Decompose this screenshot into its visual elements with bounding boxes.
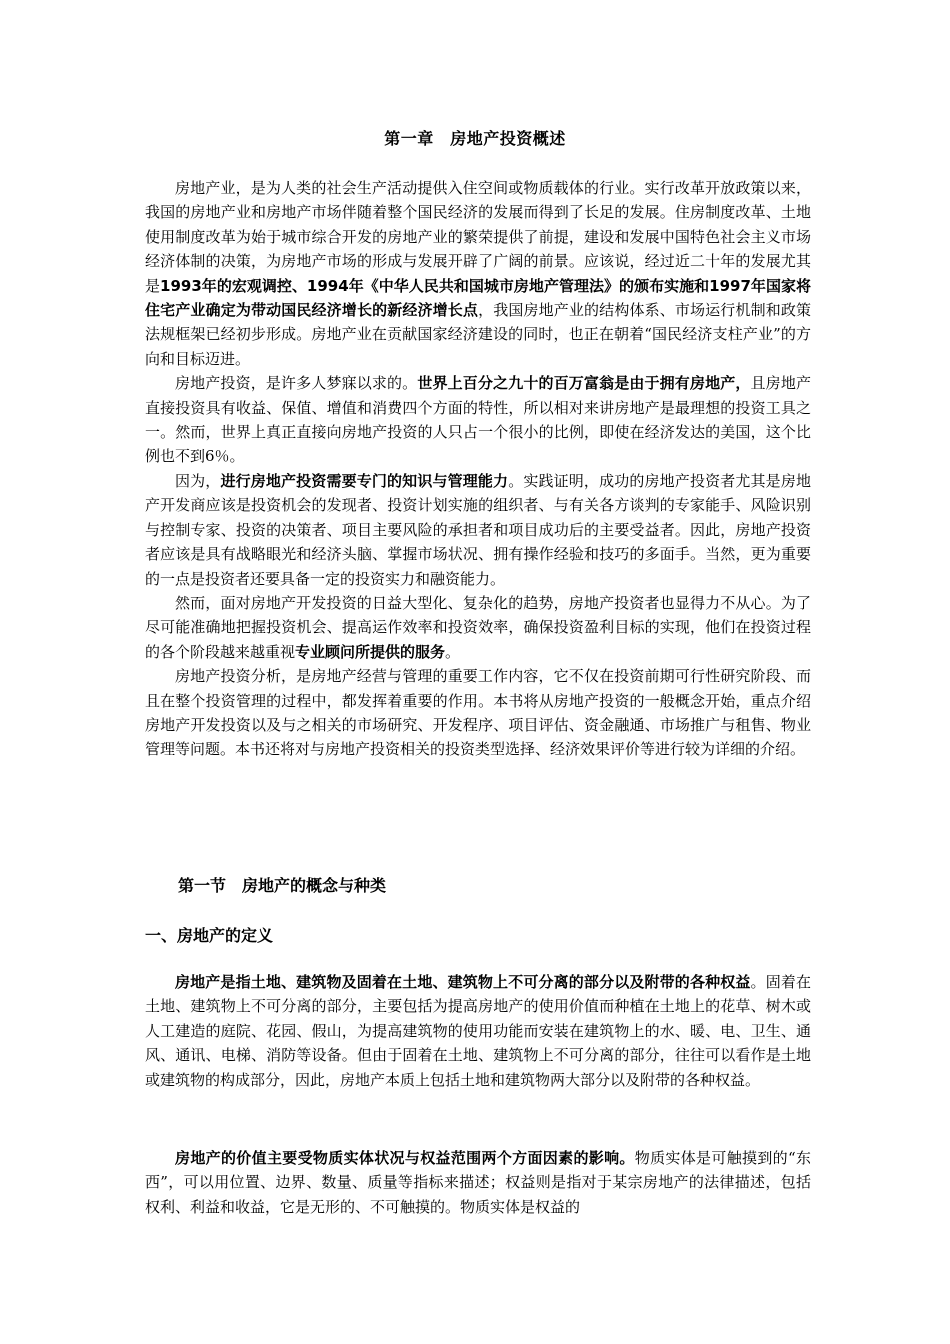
definition-p1: [145, 970, 811, 1092]
intro-p2-text-end: 且房地产直接投资具有收益、保值、增值和消费四个方面的特性，所以相对来讲房地产是最理想的投资工具之一。然而，世界上真正直接向房地产投资的人只占一个很小的比例，即使在经济发达的美国，这个比例也不到6％。: [145, 374, 811, 466]
section-title: 第一节 房地产的概念与种类: [178, 876, 387, 895]
definition-paragraph-2: [145, 1146, 811, 1219]
definition-p1-text: 。固着在土地、建筑物上不可分离的部分，主要包括为提高房地产的使用价值而种植在土地上的花草、树木或人工建造的庭院、花园、假山，为提高建筑物的使用功能而安装在建筑物上的水、暖、电、卫生、通风、通讯、电梯、消防等设备。但由于固着在土地、建筑物上不可分离的部分，往往可以看作是土地或建筑物的构成部分，因此，房地产本质上包括土地和建筑物两大部分以及附带的各种权益。: [145, 973, 811, 1089]
intro-paragraph-5: 房地产投资分析，是房地产经营与管理的重要工作内容，它不仅在投资前期可行性研究阶段、而且在整个投资管理的过程中，都发挥着重要的作用。本书将从房地产投资的一般概念开始，重点介绍房地产开发投资以及与之相关的市场研究、开发程序、项目评估、资金融通、市场推广与租售、物业管理等问题。本书还将对与房地产投资相关的投资类型选择、经济效果评价等进行较为详细的介绍。: [145, 667, 811, 759]
intro-p1-text: 房地产业，是为人类的社会生产活动提供入住空间或物质载体的行业。实行改革开放政策以来，我国的房地产业和房地产市场伴随着整个国民经济的发展而得到了长足的发展。住房制度改革、土地使用制度改革为始于城市综合开发的房地产业的繁荣提供了前提，建设和发展中国特色社会主义市场经济体制的决策，为房地产市场的形成与发展开辟了广阔的前景。应该说，经过近二十年的发展尤其是: [145, 179, 811, 295]
definition-p2-text: 物质实体是可触摸到的“东西”，可以用位置、边界、数量、质量等指标来描述；权益则是指对于某宗房地产的法律描述，包括权利、利益和收益，它是无形的、不可触摸的。物质实体是权益的: [145, 1149, 811, 1216]
intro-paragraph-4: [145, 591, 811, 664]
intro-p2-emphasis: 世界上百分之九十的百万富翁是由于拥有房地产，: [417, 374, 751, 393]
subsection-title: 一、房地产的定义: [145, 926, 274, 945]
intro-p3-emphasis: 进行房地产投资需要专门的知识与管理能力: [220, 471, 509, 490]
intro-paragraph-3: [145, 469, 811, 591]
chapter-intro: [145, 176, 811, 762]
intro-p3-text-end: 。实践证明，成功的房地产投资者尤其是房地产开发商应该是投资机会的发现者、投资计划实施的组织者、与有关各方谈判的专家能手、风险识别与控制专家、投资的决策者、项目主要风险的承担者和项目成功后的主要受益者。因此，房地产投资者应该是具有战略眼光和经济头脑、掌握市场状况、拥有操作经验和技巧的多面手。当然，更为重要的一点是投资者还要具备一定的投资实力和融资能力。: [145, 471, 811, 588]
intro-paragraph-1: [145, 176, 811, 371]
intro-p3-text: 因为，: [175, 471, 221, 490]
intro-paragraph-2: [145, 371, 811, 469]
definition-p2-emphasis: 房地产的价值主要受物质实体状况与权益范围两个方面因素的影响。: [175, 1149, 635, 1167]
intro-p1-text-end: ，我国房地产业的结构体系、市场运行机制和政策法规框架已经初步形成。房地产业在贡献国家经济建设的同时，也正在朝着“国民经济支柱产业”的方向和目标迈进。: [145, 301, 811, 368]
intro-p2-text: 房地产投资，是许多人梦寐以求的。: [175, 374, 418, 393]
definition-paragraph-1: [145, 970, 811, 1092]
intro-p1-emphasis: 1993年的宏观调控、1994年《中华人民共和国城市房地产管理法》的颁布实施和1997年国家将住宅产业确定为带动国民经济增长的新经济增长点: [145, 276, 811, 320]
intro-p4-text-end: 。: [445, 642, 461, 661]
intro-p4-text: 然而，面对房地产开发投资的日益大型化、复杂化的趋势，房地产投资者也显得力不从心。为了尽可能准确地把握投资机会、提高运作效率和投资效率，确保投资盈利目标的实现，他们在投资过程的各个阶段越来越重视: [145, 593, 811, 661]
chapter-title: 第一章 房地产投资概述: [384, 129, 566, 148]
intro-p4-emphasis: 专业顾问所提供的服务: [295, 642, 446, 661]
definition-p1-emphasis: 房地产是指土地、建筑物及固着在土地、建筑物上不可分离的部分以及附带的各种权益: [175, 973, 751, 991]
definition-p2: [145, 1146, 811, 1219]
